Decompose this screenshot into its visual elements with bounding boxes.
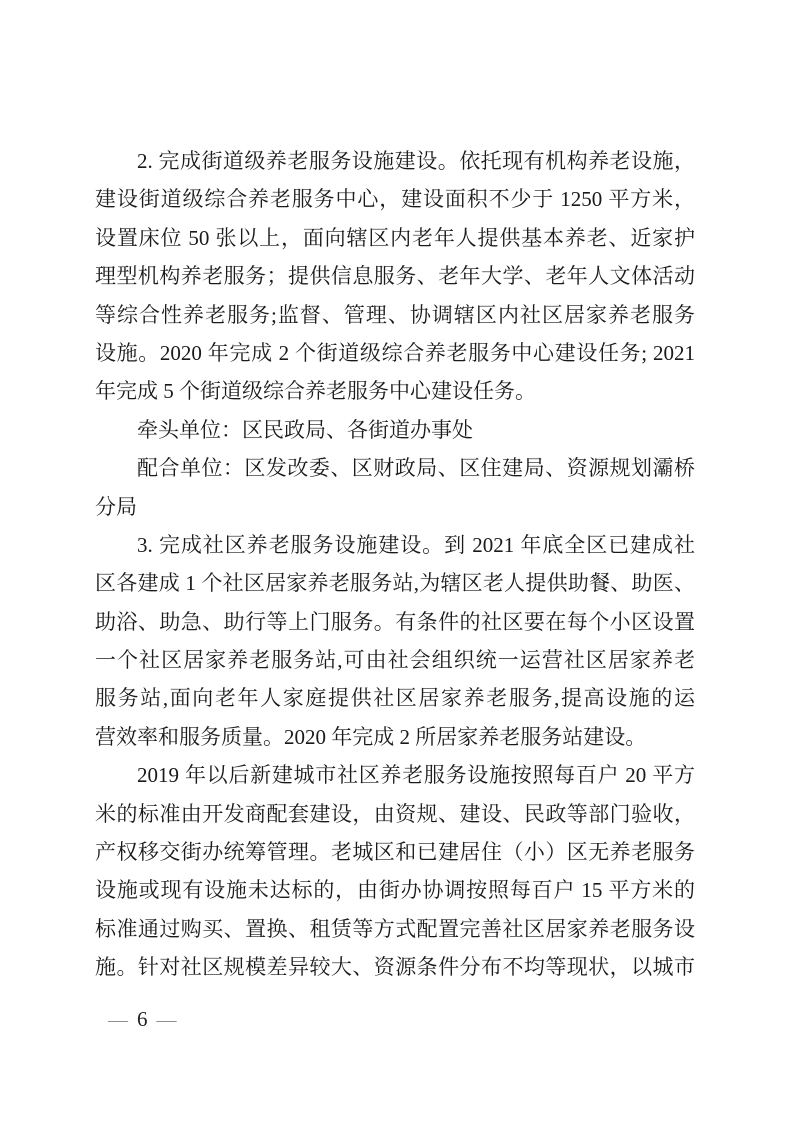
text-line: 营效率和服务质量。2020 年完成 2 所居家养老服务站建设。 — [95, 724, 647, 749]
text-line: 等综合性养老服务;监督、管理、协调辖区内社区居家养老服务 — [95, 302, 695, 327]
text-line: 设置床位 50 张以上，面向辖区内老年人提供基本养老、近家护 — [95, 225, 695, 250]
text-line: 年完成 5 个街道级综合养老服务中心建设任务。 — [95, 379, 536, 404]
text-line: 配合单位：区发改委、区财政局、区住建局、资源规划灞桥 — [137, 456, 695, 481]
text-line: 一个社区居家养老服务站,可由社会组织统一运营社区居家养老 — [95, 648, 695, 673]
footer-dash-left: — — [108, 1009, 128, 1031]
text-line: 区各建成 1 个社区居家养老服务站,为辖区老人提供助餐、助医、 — [95, 571, 695, 596]
text-line: 理型机构养老服务；提供信息服务、老年大学、老年人文体活动 — [95, 264, 695, 289]
text-line: 设施。2020 年完成 2 个街道级综合养老服务中心建设任务; 2021 — [95, 340, 695, 365]
text-line: 施。针对社区规模差异较大、资源条件分布不均等现状，以城市 — [95, 955, 695, 980]
page-footer — [108, 1004, 177, 1035]
text-line: 设施或现有设施未达标的，由街办协调按照每百户 15 平方米的 — [95, 878, 695, 903]
text-line: 米的标准由开发商配套建设，由资规、建设、民政等部门验收， — [95, 801, 695, 826]
text-line: 服务站,面向老年人家庭提供社区居家养老服务,提高设施的运 — [95, 686, 695, 711]
page-number: 6 — [137, 1007, 148, 1031]
text-line: 3. 完成社区养老服务设施建设。到 2021 年底全区已建成社 — [137, 532, 695, 557]
text-line: 2019 年以后新建城市社区养老服务设施按照每百户 20 平方 — [137, 763, 695, 788]
text-line: 2. 完成街道级养老服务设施建设。依托现有机构养老设施， — [137, 149, 695, 173]
footer-dash-right: — — [156, 1009, 177, 1031]
text-line: 助浴、助急、助行等上门服务。有条件的社区要在每个小区设置 — [95, 609, 695, 634]
text-line: 标准通过购买、置换、租赁等方式配置完善社区居家养老服务设 — [95, 916, 695, 941]
text-line: 分局 — [95, 494, 137, 519]
text-line: 产权移交街办统筹管理。老城区和已建居住（小）区无养老服务 — [95, 840, 695, 865]
document-body — [95, 142, 695, 987]
text-line: 牵头单位：区民政局、各街道办事处 — [137, 417, 473, 442]
text-line: 建设街道级综合养老服务中心，建设面积不少于 1250 平方米， — [95, 187, 695, 212]
